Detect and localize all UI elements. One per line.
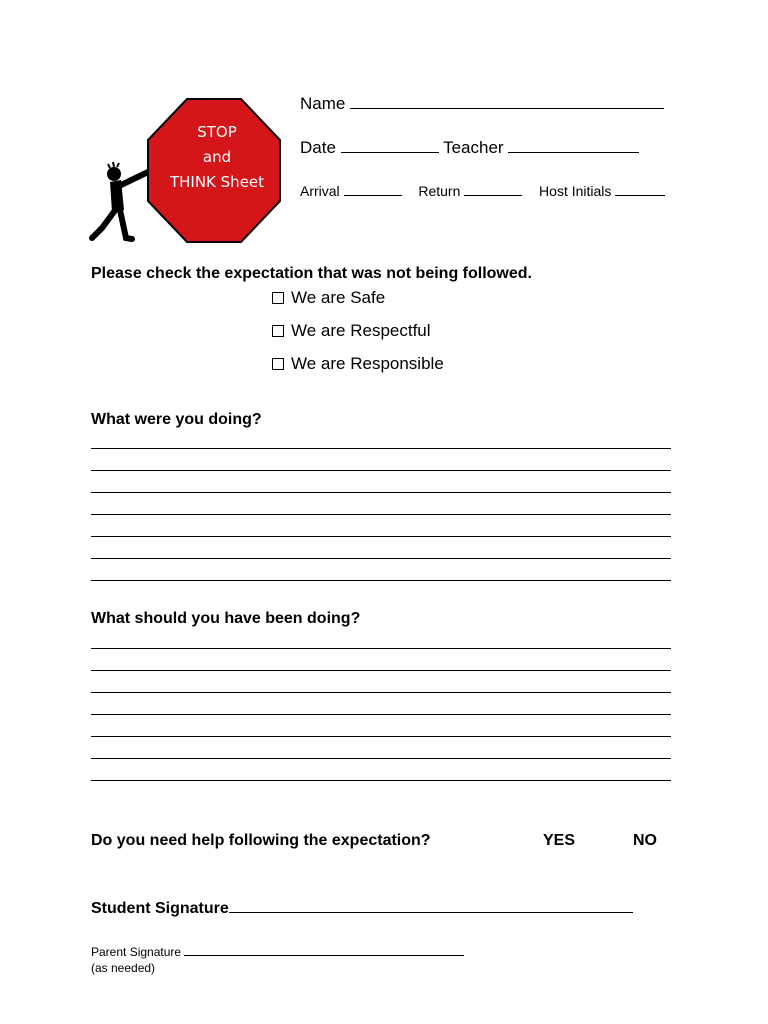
stop-sign-line2: and xyxy=(202,148,232,166)
answer-line[interactable] xyxy=(91,736,671,737)
option-respectful[interactable] xyxy=(272,321,431,341)
answer-line[interactable] xyxy=(91,780,671,781)
student-signature-row xyxy=(91,898,633,918)
date-blank[interactable] xyxy=(341,138,439,153)
answer-line[interactable] xyxy=(91,470,671,471)
parent-signature-row xyxy=(91,944,464,959)
stop-sign-line3: THINK Sheet xyxy=(169,173,265,191)
teacher-blank[interactable] xyxy=(508,138,639,153)
checkbox-responsible[interactable] xyxy=(272,358,284,370)
parent-signature-note: (as needed) xyxy=(91,961,156,975)
answer-line[interactable] xyxy=(91,558,671,559)
question-should-doing: What should you have been doing? xyxy=(91,610,361,627)
answer-line[interactable] xyxy=(91,492,671,493)
host-initials-blank[interactable] xyxy=(615,183,665,196)
date-label: Date xyxy=(300,138,336,157)
stop-sign-text xyxy=(147,120,287,195)
student-signature-blank[interactable] xyxy=(229,898,633,913)
parent-signature-label: Parent Signature xyxy=(91,945,182,959)
option-safe[interactable] xyxy=(272,288,385,308)
answer-line[interactable] xyxy=(91,648,671,649)
answer-line[interactable] xyxy=(91,670,671,671)
option-responsible-label: We are Responsible xyxy=(291,354,444,373)
no-option[interactable]: NO xyxy=(633,832,657,849)
teacher-label: Teacher xyxy=(443,138,504,157)
student-signature-label: Student Signature xyxy=(91,900,229,917)
stop-sign-line1: STOP xyxy=(197,123,237,141)
return-label: Return xyxy=(418,183,461,199)
date-teacher-row xyxy=(300,138,639,158)
return-blank[interactable] xyxy=(464,183,522,196)
answer-line[interactable] xyxy=(91,514,671,515)
expectation-prompt: Please check the expectation that was not being followed. xyxy=(91,265,532,282)
parent-signature-blank[interactable] xyxy=(184,944,464,956)
answer-line[interactable] xyxy=(91,758,671,759)
answer-line[interactable] xyxy=(91,448,671,449)
arrival-blank[interactable] xyxy=(344,183,402,196)
name-field xyxy=(300,94,664,114)
question-what-doing: What were you doing? xyxy=(91,411,262,428)
name-label: Name xyxy=(300,94,346,113)
host-initials-label: Host Initials xyxy=(539,183,612,199)
option-responsible[interactable] xyxy=(272,354,444,374)
answer-line[interactable] xyxy=(91,580,671,581)
option-safe-label: We are Safe xyxy=(291,288,386,307)
answer-line[interactable] xyxy=(91,714,671,715)
arrival-label: Arrival xyxy=(300,183,340,199)
answer-line[interactable] xyxy=(91,692,671,693)
checkbox-respectful[interactable] xyxy=(272,325,284,337)
name-blank[interactable] xyxy=(350,94,664,109)
option-respectful-label: We are Respectful xyxy=(291,321,431,340)
time-row xyxy=(300,183,665,199)
answer-line[interactable] xyxy=(91,536,671,537)
help-question: Do you need help following the expectation? xyxy=(91,832,431,849)
yes-option[interactable]: YES xyxy=(543,832,576,849)
checkbox-safe[interactable] xyxy=(272,292,284,304)
